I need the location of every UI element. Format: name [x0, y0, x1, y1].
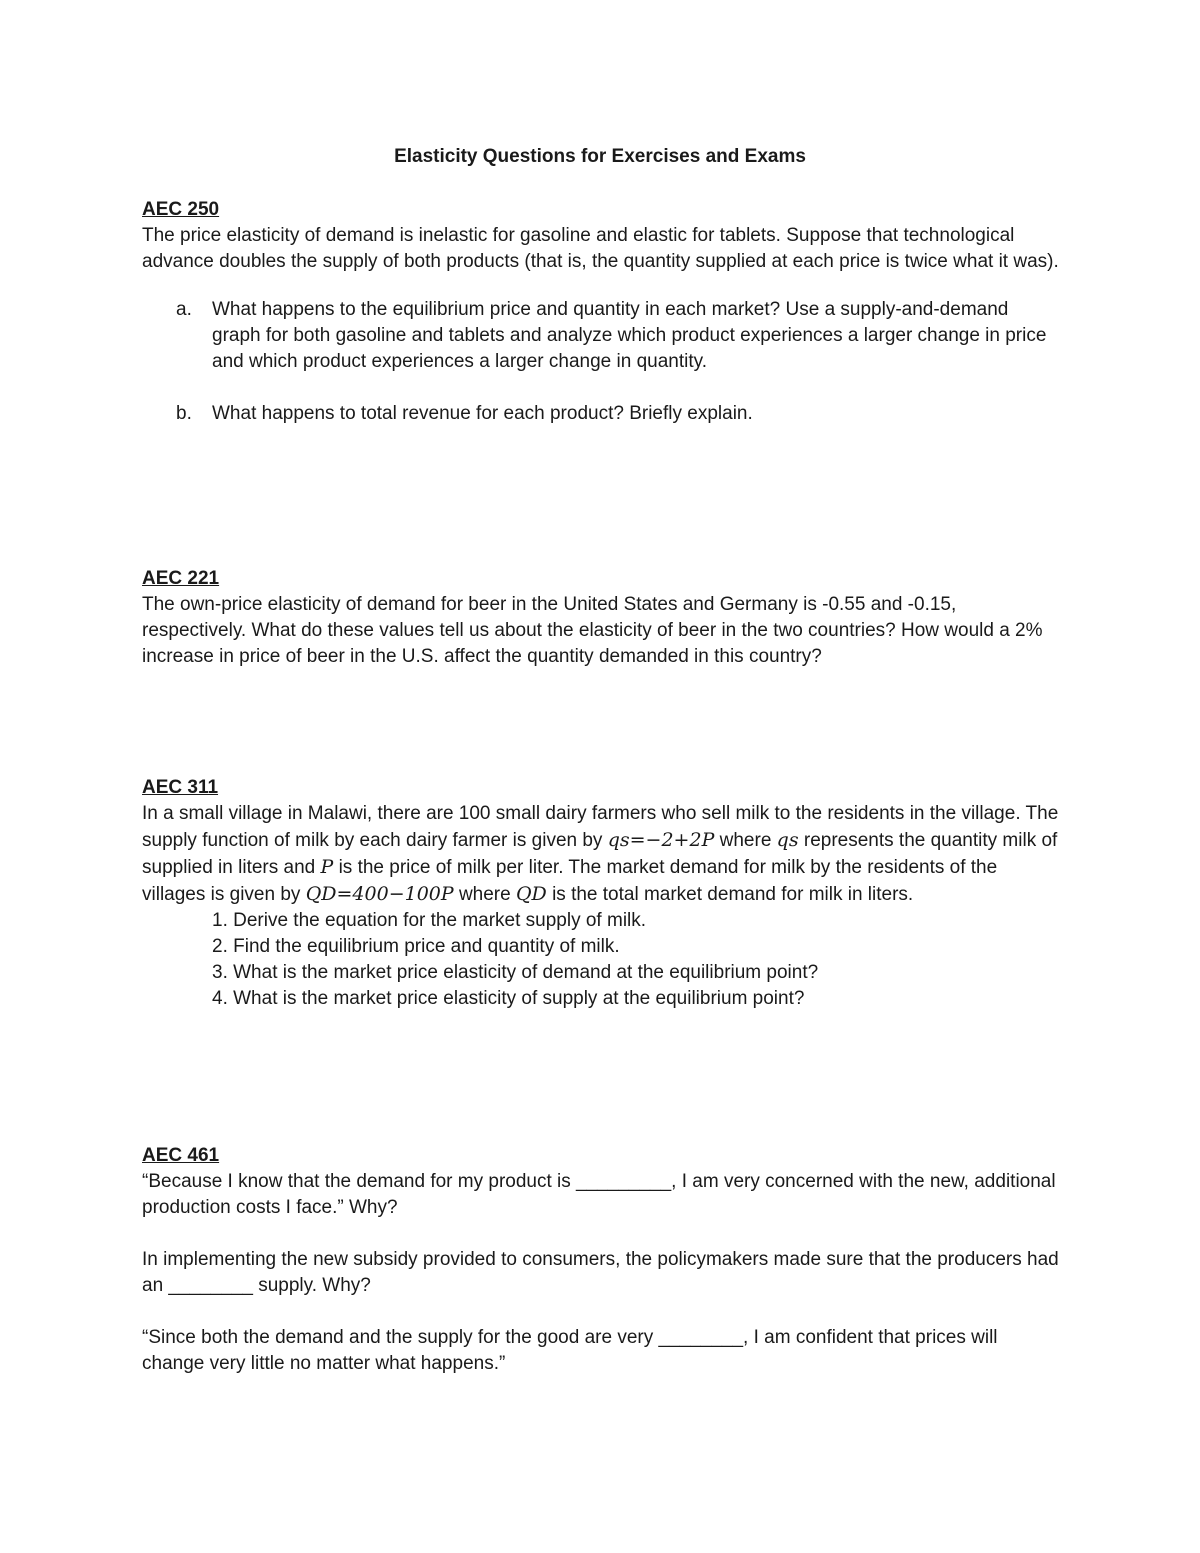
question-text: In implementing the new subsidy provided to consumers, the policymakers made sure that the producers had an ________ supply. Why? [142, 1249, 1059, 1296]
section-heading: AEC 221 [142, 568, 220, 589]
text-run: where [714, 830, 777, 851]
list-item: 4. What is the market price elasticity of supply at the equilibrium point? [212, 988, 805, 1009]
demand-equation: QD=400−100P [305, 883, 454, 905]
list-item [142, 401, 1062, 427]
question-list [142, 908, 1062, 1012]
list-item-text: What happens to total revenue for each product? Briefly explain. [212, 403, 753, 424]
supply-equation: qs=−2+2P [607, 829, 715, 851]
list-item-text: What happens to the equilibrium price and quantity in each market? Use a supply-and-demand graph for both gasoline and tablets and analyze which product experiences a larger change in price and which product experiences a larger change in quantity. [212, 299, 1047, 372]
text-run: where [453, 884, 516, 905]
section-aec-250 [142, 197, 1062, 453]
section-intro: The price elasticity of demand is inelastic for gasoline and elastic for tablets. Suppose that technological advance doubles the supply of both products (that is, the quantity supplied at each price is twice what it was). [142, 225, 1059, 272]
section-aec-461 [142, 1143, 1062, 1377]
variable-qs: qs [776, 829, 799, 851]
question-text: “Because I know that the demand for my product is _________, I am very concerned with the new, additional production costs I face.” Why? [142, 1171, 1056, 1218]
spacer [142, 1221, 1062, 1247]
section-text: The own-price elasticity of demand for beer in the United States and Germany is -0.55 and -0.15, respectively. What do these values tell us about the elasticity of beer in the two countries? How would a 2% increase in price of beer in the U.S. affect the quantity demanded in this country? [142, 594, 1043, 667]
section-paragraph [142, 801, 1062, 908]
list-item: 3. What is the market price elasticity of demand at the equilibrium point? [212, 962, 819, 983]
list-item [142, 297, 1062, 375]
list-item: 2. Find the equilibrium price and quantity of milk. [212, 936, 620, 957]
list-marker: b. [176, 403, 192, 424]
document-title: Elasticity Questions for Exercises and Exams [394, 146, 806, 167]
variable-p: P [320, 856, 334, 878]
section-heading: AEC 311 [142, 777, 219, 798]
variable-qd: QD [515, 883, 547, 905]
text-run: In a small village in Malawi, there are 100 small dairy farmers who sell milk to the residents in the village. The supply function of milk by each dairy farmer is given by [142, 803, 1059, 851]
text-run: is the total market demand for milk in liters. [546, 884, 914, 905]
section-aec-221 [142, 566, 1062, 670]
section-heading: AEC 250 [142, 199, 220, 220]
question-text: “Since both the demand and the supply for the good are very ________, I am confident that prices will change very little no matter what happens.” [142, 1327, 998, 1374]
spacer [142, 1299, 1062, 1325]
text-run: is the price of milk per liter. The market demand for milk by the residents of the villages is given by [142, 857, 998, 905]
list-item: 1. Derive the equation for the market supply of milk. [212, 910, 647, 931]
text-run: represents the quantity milk of supplied in liters and [142, 830, 1058, 878]
list-marker: a. [176, 299, 192, 320]
section-aec-311 [142, 775, 1062, 1012]
question-list [142, 297, 1062, 427]
section-heading: AEC 461 [142, 1145, 220, 1166]
